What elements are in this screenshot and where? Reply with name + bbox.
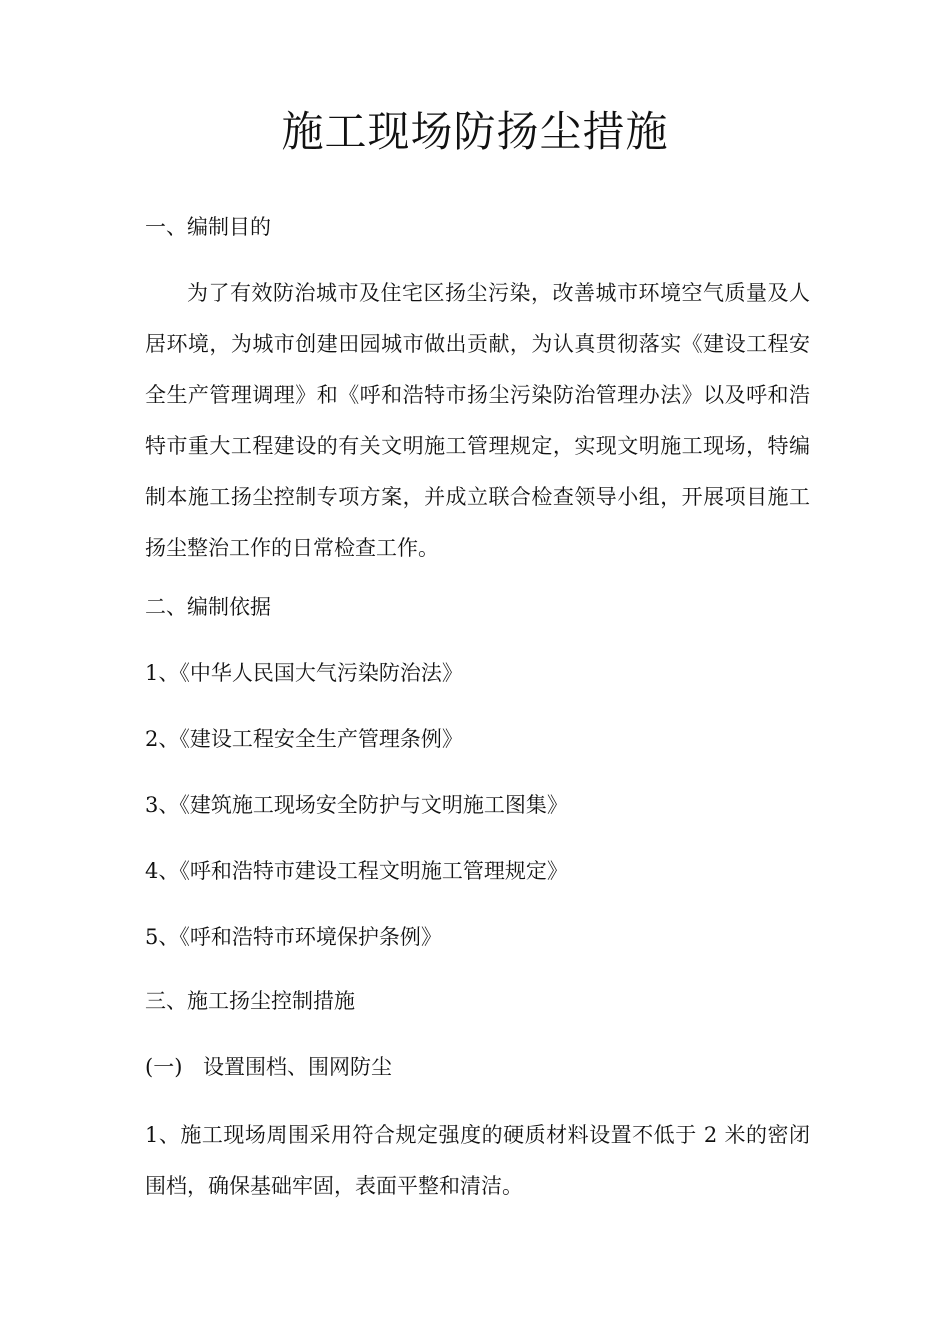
basis-item-2: 2、《建设工程安全生产管理条例》 — [145, 727, 463, 751]
subsection-number: (一) — [145, 1055, 183, 1079]
measure-item-1: 1、施工现场周围采用符合规定强度的硬质材料设置不低于 2 米的密闭围档，确保基础牢固，表面平整和清洁。 — [145, 1123, 810, 1198]
basis-item-3: 3、《建筑施工现场安全防护与文明施工图集》 — [145, 793, 568, 817]
document-title: 施工现场防扬尘措施 — [281, 107, 669, 156]
basis-item-1: 1、《中华人民国大气污染防治法》 — [145, 661, 463, 685]
section-heading-measures: 三、施工扬尘控制措施 — [145, 989, 355, 1013]
subsection-title: 设置围档、围网防尘 — [203, 1055, 392, 1079]
section-heading-basis: 二、编制依据 — [145, 595, 271, 619]
subsection-heading-enclosure — [145, 1052, 810, 1082]
basis-item-5: 5、《呼和浩特市环境保护条例》 — [145, 925, 442, 949]
basis-item-4: 4、《呼和浩特市建设工程文明施工管理规定》 — [145, 859, 568, 883]
purpose-paragraph: 为了有效防治城市及住宅区扬尘污染，改善城市环境空气质量及人居环境，为城市创建田园城市做出贡献，为认真贯彻落实《建设工程安全生产管理调理》和《呼和浩特市扬尘污染防治管理办法》以及呼和浩特市重大工程建设的有关文明施工管理规定，实现文明施工现场，特编制本施工扬尘控制专项方案，并成立联合检查领导小组，开展项目施工扬尘整治工作的日常检查工作。 — [145, 281, 810, 560]
section-heading-purpose: 一、编制目的 — [145, 215, 271, 239]
